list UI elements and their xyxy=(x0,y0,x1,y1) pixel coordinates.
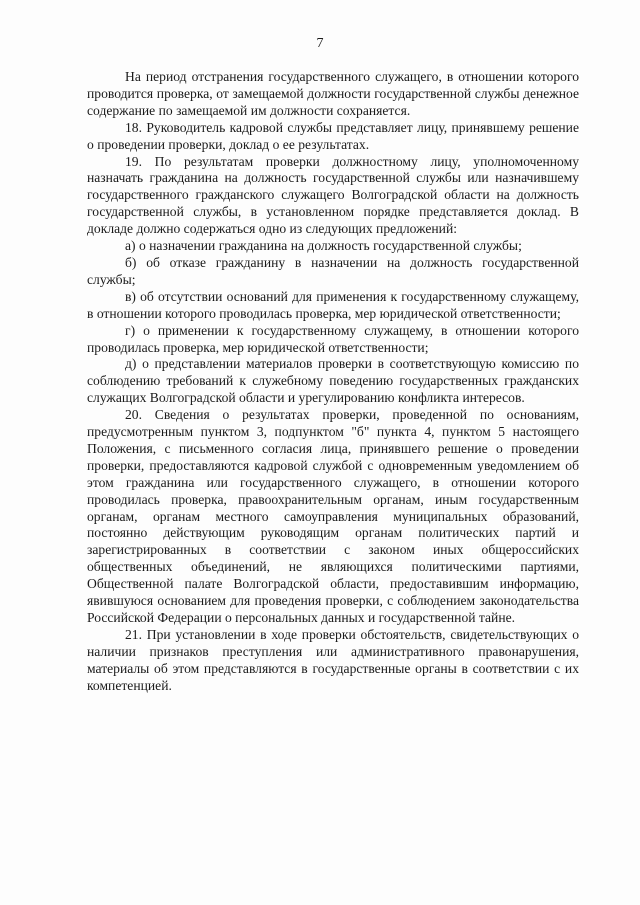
paragraph-19-item-d: д) о представлении материалов проверки в соответствующую комиссию по соблюдению требований к служебному поведению государственных гражданских служащих Волгоградской области и урегулированию конфликта интересов. xyxy=(87,356,579,406)
paragraph-19-item-a: а) о назначении гражданина на должность государственной службы; xyxy=(125,238,522,254)
paragraph-19-item-b: б) об отказе гражданину в назначении на должность государственной службы; xyxy=(87,254,579,287)
paragraph-19-item-v: в) об отсутствии оснований для применения к государственному служащему, в отношении которого проводилась проверка, мер юридической ответственности; xyxy=(87,288,579,321)
paragraph-suspension-salary: На период отстранения государственного служащего, в отношении которого проводится проверка, от замещаемой должности государственной службы денежное содержание по замещаемой им должности сохраняется. xyxy=(87,69,579,118)
paragraph-20: 20. Сведения о результатах проверки, проведенной по основаниям, предусмотренным пунктом 3, подпунктом "б" пункта 4, пунктом 5 настоящего Положения, с письменного согласия лица, принявшего решение о проведении проверки, предоставляются кадровой службой с одновременным уведомлением об этом гражданина или государственного служащего, в отношении которого проводилась проверка, правоохранительным органам, иным государственным органам, органам местного самоуправления муниципальных образований, постоянно действующим руководящим органам политических партий и зарегистрированных в соответствии с законом иных общероссийских общественных объединений, не являющихся политическими партиями, Общественной палате Волгоградской области, предоставившим информацию, явившуюся основанием для проведения проверки, с соблюдением законодательства Российской Федерации о персональных данных и государственной тайне. xyxy=(87,407,579,625)
paragraph-18: 18. Руководитель кадровой службы представляет лицу, принявшему решение о проведении проверки, доклад о ее результатах. xyxy=(87,119,579,152)
page-number: 7 xyxy=(316,36,324,51)
paragraph-19: 19. По результатам проверки должностному лицу, уполномоченному назначать гражданина на должность государственной службы или назначившему государственного гражданского служащего Волгоградской области на должность государственной службы, в установленном порядке представляется доклад. В докладе должно содержаться одно из следующих предложений: xyxy=(87,153,579,237)
paragraph-19-item-g: г) о применении к государственному служащему, в отношении которого проводилась проверка, мер юридической ответственности; xyxy=(87,322,579,355)
document-body xyxy=(87,69,579,695)
paragraph-21: 21. При установлении в ходе проверки обстоятельств, свидетельствующих о наличии признаков преступления или административного правонарушения, материалы об этом представляются в государственные органы в соответствии с их компетенцией. xyxy=(87,626,579,693)
